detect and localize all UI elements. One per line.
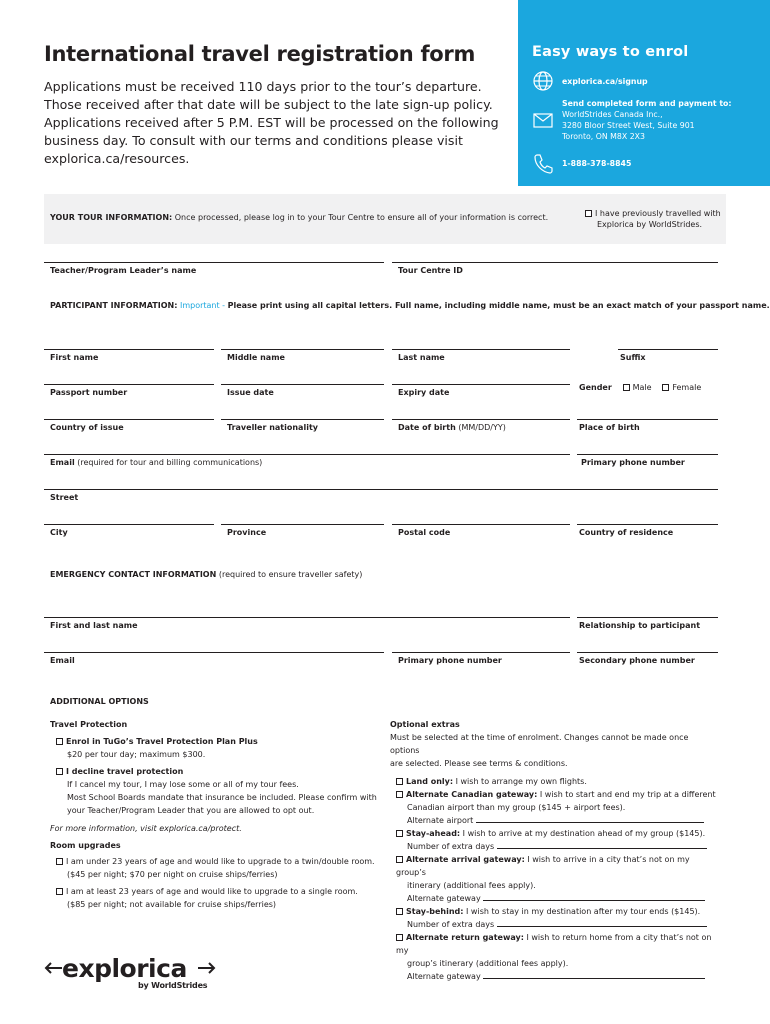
suffix-field[interactable] [618,349,718,350]
phone-icon [532,152,554,174]
dob-label-group [398,423,506,432]
passport-number-field[interactable] [44,384,214,385]
tour-info-text [50,213,548,222]
alt-return-line2: group’s itinerary (additional fees apply). [407,959,569,968]
emergency-email-label: Email [50,656,75,665]
enrol-mail [562,98,732,142]
teacher-name-field[interactable] [44,262,384,263]
passport-number-label: Passport number [50,388,128,397]
email-label-group [50,458,262,467]
last-name-label: Last name [398,353,445,362]
alternate-gateway-field-2[interactable] [483,971,705,979]
intro-line: Applications received after 5 P.M. EST will be processed on the following [44,115,499,130]
extra-days-field[interactable] [497,841,707,849]
participant-heading-title: PARTICIPANT INFORMATION: [50,301,178,310]
explorica-logo [44,954,220,994]
postal-code-label: Postal code [398,528,451,537]
extra-days-label-2: Number of extra days [407,920,495,929]
previously-travelled-label: I have previously travelled with [595,209,721,218]
enrol-mail-line: WorldStrides Canada Inc., [562,110,663,119]
emergency-secondary-phone-field[interactable] [577,652,718,653]
optional-extras-heading: Optional extras [390,720,460,729]
tour-centre-id-field[interactable] [392,262,718,263]
expiry-date-field[interactable] [392,384,570,385]
province-field[interactable] [221,524,384,525]
decline-line: If I cancel my tour, I may lose some or all of my tour fees. [67,780,299,789]
left-arrow-icon [44,962,62,974]
alternate-airport-field[interactable] [476,815,704,823]
teacher-name-label: Teacher/Program Leader’s name [50,266,197,275]
alt-arrival-label: Alternate arrival gateway: [406,855,525,864]
issue-date-label: Issue date [227,388,274,397]
last-name-field[interactable] [392,349,570,350]
right-arrow-icon [198,962,216,974]
email-note: (required for tour and billing communications) [74,458,263,467]
emergency-heading: EMERGENCY CONTACT INFORMATION [50,570,217,579]
decline-line: your Teacher/Program Leader that you are allowed to opt out. [67,806,315,815]
emergency-heading-group [50,570,362,579]
alt-arrival-checkbox[interactable] [396,856,403,863]
female-label: Female [672,383,702,392]
nationality-field[interactable] [221,419,384,420]
decline-protection-label: I decline travel protection [66,767,184,776]
twin-upgrade-checkbox[interactable] [56,858,63,865]
logo-sub: by WorldStrides [138,981,208,990]
country-of-residence-label: Country of residence [579,528,674,537]
extra-days-label: Number of extra days [407,842,495,851]
male-label: Male [632,383,652,392]
alt-canadian-line2: Canadian airport than my group ($145 + airport fees). [407,803,626,812]
street-label: Street [50,493,79,502]
gender-label: Gender [579,383,612,392]
enrol-protection-note: $20 per tour day; maximum $300. [67,750,206,759]
land-only-text: I wish to arrange my own flights. [453,777,587,786]
emergency-primary-phone-field[interactable] [392,652,570,653]
twin-upgrade-label: I am under 23 years of age and would like to upgrade to a twin/double room. [66,857,375,866]
optional-extras-note: Must be selected at the time of enrolment. Changes cannot be made once options [390,733,689,755]
stay-ahead-label: Stay-ahead: [406,829,461,838]
female-checkbox[interactable] [662,384,669,391]
optional-extras-section [390,718,720,983]
stay-behind-checkbox[interactable] [396,908,403,915]
middle-name-field[interactable] [221,349,384,350]
stay-ahead-text: I wish to arrive at my destination ahead of my group ($145). [460,829,706,838]
additional-heading: ADDITIONAL OPTIONS [50,697,149,706]
issue-date-field[interactable] [221,384,384,385]
first-name-field[interactable] [44,349,214,350]
male-checkbox[interactable] [623,384,630,391]
alternate-gateway-label: Alternate gateway [407,894,481,903]
email-field[interactable] [44,454,570,455]
alt-canadian-text: I wish to start and end my trip at a different [537,790,716,799]
stay-behind-text: I wish to stay in my destination after my tour ends ($145). [463,907,701,916]
expiry-date-label: Expiry date [398,388,450,397]
decline-protection-checkbox[interactable] [56,768,63,775]
globe-icon [532,70,554,92]
postal-code-field[interactable] [392,524,570,525]
alternate-gateway-field[interactable] [483,893,705,901]
relationship-field[interactable] [577,617,718,618]
single-upgrade-label: I am at least 23 years of age and would like to upgrade to a single room. [66,887,358,896]
land-only-label: Land only: [406,777,454,786]
single-upgrade-note: ($85 per night; not available for cruise ships/ferries) [67,900,277,909]
page-title: International travel registration form [44,42,476,66]
city-label: City [50,528,68,537]
place-of-birth-field[interactable] [577,419,718,420]
land-only-checkbox[interactable] [396,778,403,785]
enrol-protection-checkbox[interactable] [56,738,63,745]
room-upgrades-heading: Room upgrades [50,841,121,850]
country-of-issue-field[interactable] [44,419,214,420]
enrol-mail-heading: Send completed form and payment to: [562,99,732,108]
alt-canadian-checkbox[interactable] [396,791,403,798]
protection-more-info: For more information, visit explorica.ca/protect. [50,824,242,833]
enrol-panel [518,0,770,186]
emergency-secondary-phone-label: Secondary phone number [579,656,695,665]
tour-info-heading: YOUR TOUR INFORMATION: [50,213,173,222]
optional-extras-note: are selected. Please see terms & conditions. [390,759,568,768]
primary-phone-label: Primary phone number [581,458,685,467]
single-upgrade-checkbox[interactable] [56,888,63,895]
intro-link[interactable]: explorica.ca/resources. [44,151,190,166]
country-of-residence-field[interactable] [577,524,718,525]
street-field[interactable] [44,489,718,490]
previously-travelled [585,208,721,230]
intro-line: business day. To consult with our terms and conditions please visit [44,133,463,148]
first-name-label: First name [50,353,99,362]
emergency-email-field[interactable] [44,652,384,653]
decline-line: Most School Boards mandate that insurance be included. Please confirm with [67,793,377,802]
stay-ahead-checkbox[interactable] [396,830,403,837]
tour-info-note: Once processed, please log in to your Tour Centre to ensure all of your information is correct. [172,213,549,222]
enrol-website-link[interactable]: explorica.ca/signup [562,77,648,86]
alt-arrival-text: I wish to arrive in a city that’s not on my group’s [396,855,690,877]
alternate-airport-label: Alternate airport [407,816,474,825]
previously-travelled-label-2: Explorica by WorldStrides. [597,220,703,229]
dob-field[interactable] [392,419,570,420]
envelope-icon [532,109,554,131]
travel-protection-heading: Travel Protection [50,720,128,729]
middle-name-label: Middle name [227,353,285,362]
extra-days-field-2[interactable] [497,919,707,927]
enrol-phone[interactable]: 1-888-378-8845 [562,159,632,168]
dob-label: Date of birth [398,423,456,432]
relationship-label: Relationship to participant [579,621,701,630]
suffix-label: Suffix [620,353,646,362]
participant-heading [50,301,770,310]
place-of-birth-label: Place of birth [579,423,640,432]
alt-return-label: Alternate return gateway: [406,933,524,942]
emergency-name-label: First and last name [50,621,138,630]
travel-protection-section [50,718,380,911]
intro-text [44,78,499,168]
alt-canadian-label: Alternate Canadian gateway: [406,790,538,799]
previously-travelled-checkbox[interactable] [585,210,592,217]
logo-wordmark: explorica [62,954,187,983]
country-of-issue-label: Country of issue [50,423,124,432]
alt-arrival-line2: itinerary (additional fees apply). [407,881,536,890]
intro-line: Those received after that date will be subject to the late sign-up policy. [44,97,493,112]
twin-upgrade-note: ($45 per night; $70 per night on cruise ships/ferries) [67,870,278,879]
enrol-title: Easy ways to enrol [532,44,689,60]
gender-group [579,383,701,392]
primary-phone-field[interactable] [577,454,718,455]
emergency-note: (required to ensure traveller safety) [216,570,363,579]
alternate-gateway-label-2: Alternate gateway [407,972,481,981]
tour-centre-id-label: Tour Centre ID [398,266,463,275]
dob-format: (MM/DD/YY) [455,423,506,432]
enrol-mail-line: Toronto, ON M8X 2X3 [562,132,645,141]
enrol-protection-label: Enrol in TuGo’s Travel Protection Plan Plus [66,737,258,746]
participant-important: Important - [177,301,228,310]
city-field[interactable] [44,524,214,525]
intro-line: Applications must be received 110 days prior to the tour’s departure. [44,79,482,94]
emergency-name-field[interactable] [44,617,570,618]
nationality-label: Traveller nationality [227,423,318,432]
alt-return-text: I wish to return home from a city that’s not on my [396,933,712,955]
stay-behind-label: Stay-behind: [406,907,464,916]
participant-note: Please print using all capital letters. Full name, including middle name, must be an exact match of your passport name. [227,301,770,310]
enrol-mail-line: 3280 Bloor Street West, Suite 901 [562,121,695,130]
emergency-primary-phone-label: Primary phone number [398,656,502,665]
email-label: Email [50,458,75,467]
alt-return-checkbox[interactable] [396,934,403,941]
province-label: Province [227,528,267,537]
